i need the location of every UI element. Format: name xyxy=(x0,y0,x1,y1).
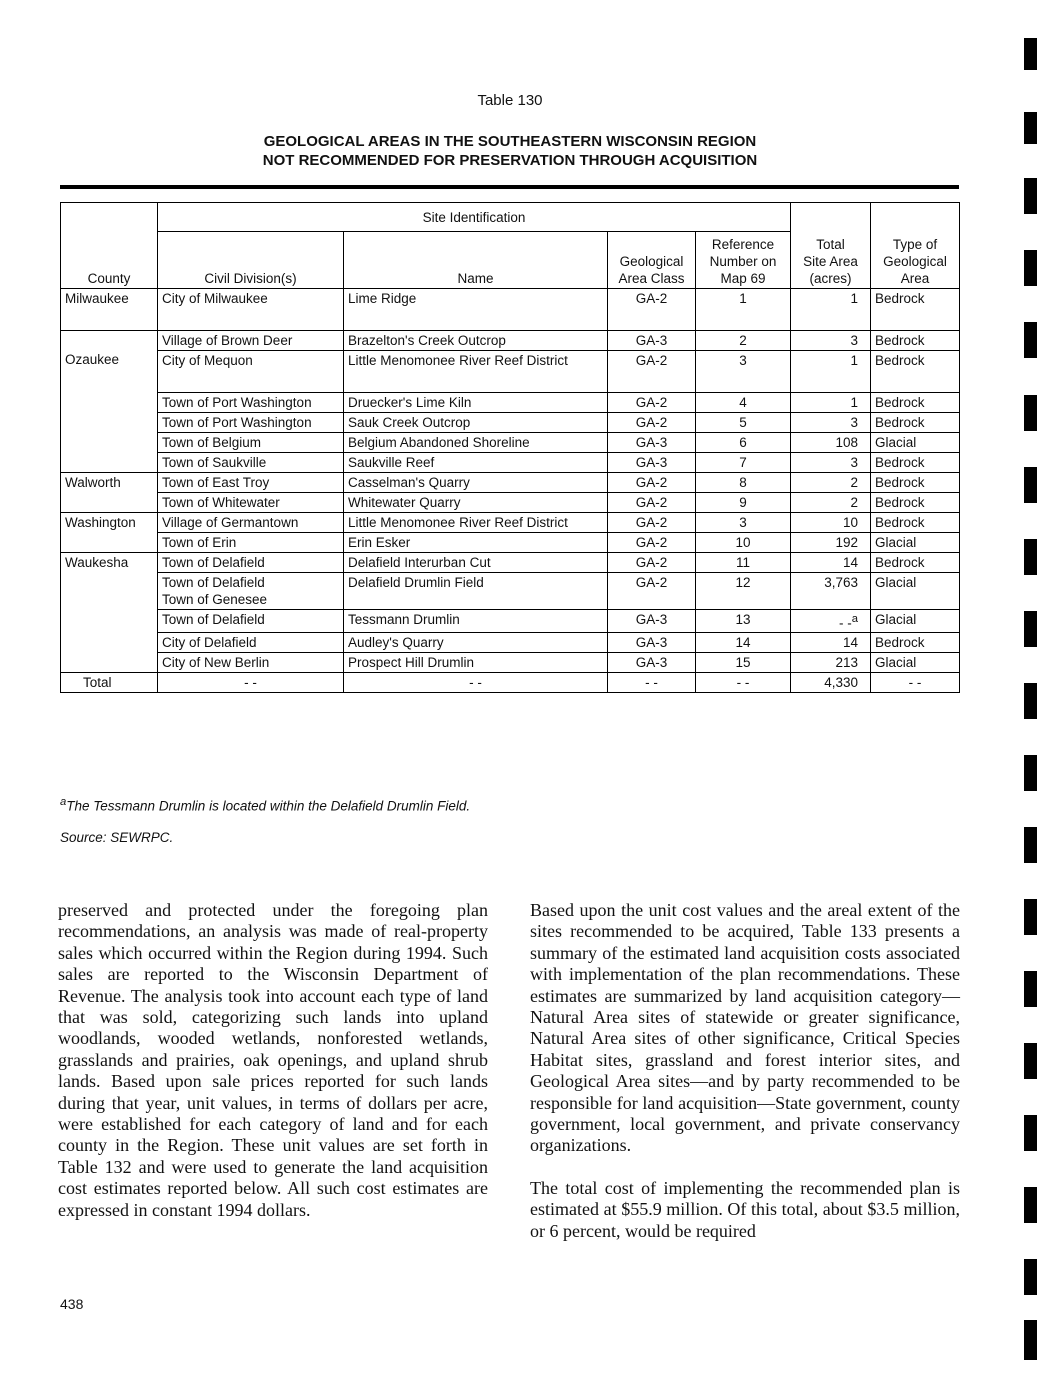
county-cell xyxy=(61,633,158,653)
type-cell: Bedrock xyxy=(871,350,960,370)
total-row xyxy=(61,673,960,693)
ref-cell: 5 xyxy=(696,412,791,432)
ref-cell: 15 xyxy=(696,653,791,673)
header-blank xyxy=(61,203,158,232)
county-cell xyxy=(61,609,158,633)
type-cell: Glacial xyxy=(871,572,960,609)
name-cell: Druecker's Lime Kiln xyxy=(344,392,608,412)
edge-mark xyxy=(1024,395,1037,431)
area-cell: 2 xyxy=(791,492,871,512)
type-cell: Bedrock xyxy=(871,512,960,532)
edge-mark xyxy=(1024,683,1037,719)
name-cell: Prospect Hill Drumlin xyxy=(344,653,608,673)
division-cell: City of Milwaukee xyxy=(158,288,344,308)
county-cell: Walworth xyxy=(61,472,158,492)
ref-cell: 13 xyxy=(696,609,791,633)
division-cell: Town of Saukville xyxy=(158,452,344,472)
ref-cell: 7 xyxy=(696,452,791,472)
class-cell: GA-2 xyxy=(608,288,696,308)
header-name: Name xyxy=(344,232,608,289)
footnote-text: The Tessmann Drumlin is located within the Delafield Drumlin Field. xyxy=(66,798,471,814)
name-cell: Brazelton's Creek Outcrop xyxy=(344,330,608,350)
class-cell: GA-2 xyxy=(608,350,696,370)
county-cell xyxy=(61,412,158,432)
header-ref-number: Reference Number on Map 69 xyxy=(696,232,791,289)
county-cell xyxy=(61,432,158,452)
header-blank xyxy=(791,203,871,232)
table-row xyxy=(61,412,960,432)
ref-cell: 2 xyxy=(696,330,791,350)
area-cell: 14 xyxy=(791,552,871,572)
class-cell: GA-2 xyxy=(608,392,696,412)
table-row xyxy=(61,452,960,472)
county-cell: Ozaukee xyxy=(61,350,158,370)
geological-areas-table xyxy=(60,202,960,693)
type-cell: Bedrock xyxy=(871,492,960,512)
edge-mark xyxy=(1024,1115,1037,1151)
body-paragraph: The total cost of implementing the recommended plan is estimated at $55.9 million. Of this total, about $3.5 million, or 6 percent, would be required xyxy=(530,1177,960,1241)
division-cell: City of Delafield xyxy=(158,633,344,653)
table-row xyxy=(61,472,960,492)
ref-cell: 12 xyxy=(696,572,791,609)
division-cell: Town of Port Washington xyxy=(158,392,344,412)
class-cell: GA-3 xyxy=(608,633,696,653)
ref-cell: 10 xyxy=(696,532,791,552)
edge-mark xyxy=(1024,1187,1037,1223)
county-cell: Waukesha xyxy=(61,552,158,572)
name-cell: Little Menomonee River Reef District xyxy=(344,512,608,532)
division-cell: Town of Delafield xyxy=(158,552,344,572)
spacer-row xyxy=(61,370,960,393)
edge-mark xyxy=(1024,250,1037,286)
county-cell xyxy=(61,653,158,673)
area-cell: 1 xyxy=(791,392,871,412)
edge-mark xyxy=(1024,1043,1037,1079)
ref-cell: 14 xyxy=(696,633,791,653)
class-cell: GA-3 xyxy=(608,653,696,673)
name-cell: - - xyxy=(344,673,608,693)
area-cell: 1 xyxy=(791,350,871,370)
edge-mark xyxy=(1024,971,1037,1007)
table-row xyxy=(61,330,960,350)
ref-cell: 3 xyxy=(696,350,791,370)
table-title-line1: GEOLOGICAL AREAS IN THE SOUTHEASTERN WISCONSIN REGION xyxy=(263,133,757,150)
header-civil-division: Civil Division(s) xyxy=(158,232,344,289)
class-cell: GA-2 xyxy=(608,532,696,552)
county-cell xyxy=(61,392,158,412)
title-rule xyxy=(60,185,959,189)
division-cell: Town of Whitewater xyxy=(158,492,344,512)
name-cell: Little Menomonee River Reef District xyxy=(344,350,608,370)
type-cell: Bedrock xyxy=(871,330,960,350)
county-cell: Milwaukee xyxy=(61,288,158,308)
type-cell: Glacial xyxy=(871,609,960,633)
table-row xyxy=(61,532,960,552)
area-cell: 3,763 xyxy=(791,572,871,609)
ref-cell: 1 xyxy=(696,288,791,308)
division-cell: Town of East Troy xyxy=(158,472,344,492)
county-cell xyxy=(61,330,158,350)
class-cell: GA-2 xyxy=(608,572,696,609)
type-cell: Glacial xyxy=(871,532,960,552)
class-cell: GA-3 xyxy=(608,330,696,350)
area-cell: 3 xyxy=(791,412,871,432)
table-label: Table 130 xyxy=(477,92,543,109)
edge-mark xyxy=(1024,467,1037,503)
division-cell: City of Mequon xyxy=(158,350,344,370)
header-site-identification: Site Identification xyxy=(158,203,791,232)
table-row xyxy=(61,288,960,308)
county-cell xyxy=(61,532,158,552)
table-row xyxy=(61,392,960,412)
table-row xyxy=(61,432,960,452)
table-row xyxy=(61,350,960,370)
header-total-area: Total Site Area (acres) xyxy=(791,232,871,289)
name-cell: Audley's Quarry xyxy=(344,633,608,653)
ref-cell: - - xyxy=(696,673,791,693)
edge-mark xyxy=(1024,322,1037,358)
name-cell: Saukville Reef xyxy=(344,452,608,472)
type-cell: Bedrock xyxy=(871,288,960,308)
body-column-right xyxy=(530,900,960,1263)
body-paragraph: Based upon the unit cost values and the areal extent of the sites recommended to be acquired, Table 133 presents a summary of the estimated land acquisition costs associated with implementation of the plan recommendations. These estimates are summarized by land acquisition category—Natural Area sites of statewide or greater significance, Natural Area sites of other significance, Critical Species Habitat sites, grassland and forest interior sites, and Geological Area sites—and by party recommended to be responsible for land acquisition—State government, county government, local government, and private conservancy organizations. xyxy=(530,900,960,1156)
page-number: 438 xyxy=(60,1296,84,1312)
area-cell: 3 xyxy=(791,330,871,350)
name-cell: Casselman's Quarry xyxy=(344,472,608,492)
type-cell: Bedrock xyxy=(871,392,960,412)
name-cell: Delafield Interurban Cut xyxy=(344,552,608,572)
county-cell xyxy=(61,452,158,472)
header-county: County xyxy=(61,232,158,289)
name-cell: Whitewater Quarry xyxy=(344,492,608,512)
table-title-line2: NOT RECOMMENDED FOR PRESERVATION THROUGH ACQUISITION xyxy=(262,152,758,169)
division-cell: Town of Delafield xyxy=(158,609,344,633)
table-source: Source: SEWRPC. xyxy=(60,830,174,845)
type-cell: - - xyxy=(871,673,960,693)
total-label: Total xyxy=(61,673,158,693)
type-cell: Bedrock xyxy=(871,472,960,492)
spacer-row xyxy=(61,308,960,331)
edge-mark xyxy=(1024,827,1037,863)
class-cell: GA-2 xyxy=(608,472,696,492)
header-blank xyxy=(871,203,960,232)
county-cell: Washington xyxy=(61,512,158,532)
area-cell: 1 xyxy=(791,288,871,308)
area-cell: 192 xyxy=(791,532,871,552)
name-cell: Lime Ridge xyxy=(344,288,608,308)
class-cell: GA-2 xyxy=(608,412,696,432)
division-cell: Town of Port Washington xyxy=(158,412,344,432)
county-cell xyxy=(61,572,158,609)
division-cell: Town of Erin xyxy=(158,532,344,552)
ref-cell: 9 xyxy=(696,492,791,512)
name-cell: Tessmann Drumlin xyxy=(344,609,608,633)
table-row xyxy=(61,633,960,653)
edge-mark xyxy=(1024,611,1037,647)
edge-mark xyxy=(1024,899,1037,935)
class-cell: GA-2 xyxy=(608,512,696,532)
table-row xyxy=(61,512,960,532)
table-row xyxy=(61,492,960,512)
edge-mark xyxy=(1024,38,1037,70)
division-cell: Village of Brown Deer xyxy=(158,330,344,350)
table-title xyxy=(0,132,1020,170)
name-cell: Sauk Creek Outcrop xyxy=(344,412,608,432)
table-row xyxy=(61,552,960,572)
area-cell: 108 xyxy=(791,432,871,452)
ref-cell: 11 xyxy=(696,552,791,572)
name-cell: Delafield Drumlin Field xyxy=(344,572,608,609)
name-cell: Erin Esker xyxy=(344,532,608,552)
table-row xyxy=(61,572,960,609)
table-footnote xyxy=(60,796,470,814)
type-cell: Glacial xyxy=(871,432,960,452)
division-cell: Town of Delafield Town of Genesee xyxy=(158,572,344,609)
ref-cell: 4 xyxy=(696,392,791,412)
edge-mark xyxy=(1024,178,1037,214)
division-cell: Town of Belgium xyxy=(158,432,344,452)
division-cell: - - xyxy=(158,673,344,693)
area-cell: 3 xyxy=(791,452,871,472)
name-cell: Belgium Abandoned Shoreline xyxy=(344,432,608,452)
edge-mark xyxy=(1024,112,1037,144)
division-cell: Village of Germantown xyxy=(158,512,344,532)
type-cell: Glacial xyxy=(871,653,960,673)
class-cell: GA-3 xyxy=(608,432,696,452)
table-row xyxy=(61,609,960,633)
division-cell: City of New Berlin xyxy=(158,653,344,673)
class-cell: GA-2 xyxy=(608,552,696,572)
county-cell xyxy=(61,492,158,512)
header-type: Type of Geological Area xyxy=(871,232,960,289)
ref-cell: 8 xyxy=(696,472,791,492)
table-row xyxy=(61,653,960,673)
edge-mark xyxy=(1024,1320,1037,1360)
type-cell: Bedrock xyxy=(871,452,960,472)
area-cell: 14 xyxy=(791,633,871,653)
area-cell: 213 xyxy=(791,653,871,673)
ref-cell: 6 xyxy=(696,432,791,452)
header-geo-class: Geological Area Class xyxy=(608,232,696,289)
class-cell: GA-3 xyxy=(608,452,696,472)
area-cell: - -$^a$ xyxy=(791,609,871,633)
footnote-marker: a xyxy=(851,612,858,625)
type-cell: Bedrock xyxy=(871,412,960,432)
area-cell: 10 xyxy=(791,512,871,532)
class-cell: GA-3 xyxy=(608,609,696,633)
footnote-marker: a xyxy=(60,796,67,808)
class-cell: - - xyxy=(608,673,696,693)
edge-mark xyxy=(1024,539,1037,575)
area-cell: 4,330 xyxy=(791,673,871,693)
class-cell: GA-2 xyxy=(608,492,696,512)
edge-mark xyxy=(1024,1259,1037,1295)
area-cell: 2 xyxy=(791,472,871,492)
type-cell: Bedrock xyxy=(871,633,960,653)
type-cell: Bedrock xyxy=(871,552,960,572)
body-paragraph: preserved and protected under the foregoing plan recommendations, an analysis was made of real-property sales which occurred within the Region during 1994. Such sales are reported to the Wisconsin Department of Revenue. The analysis took into account each type of land that was sold, categorizing such lands into upland woodlands, wooded wetlands, nonforested wetlands, grasslands and prairies, oak openings, and upland shrub lands. Based upon sale prices reported for such lands during that year, unit values, in terms of dollars per acre, were established for each category of land and for each county in the Region. These unit values are set forth in Table 132 and were used to generate the land acquisition cost estimates reported below. All such cost estimates are expressed in constant 1994 dollars. xyxy=(58,900,488,1220)
edge-mark xyxy=(1024,755,1037,791)
body-column-left xyxy=(58,900,488,1242)
ref-cell: 3 xyxy=(696,512,791,532)
